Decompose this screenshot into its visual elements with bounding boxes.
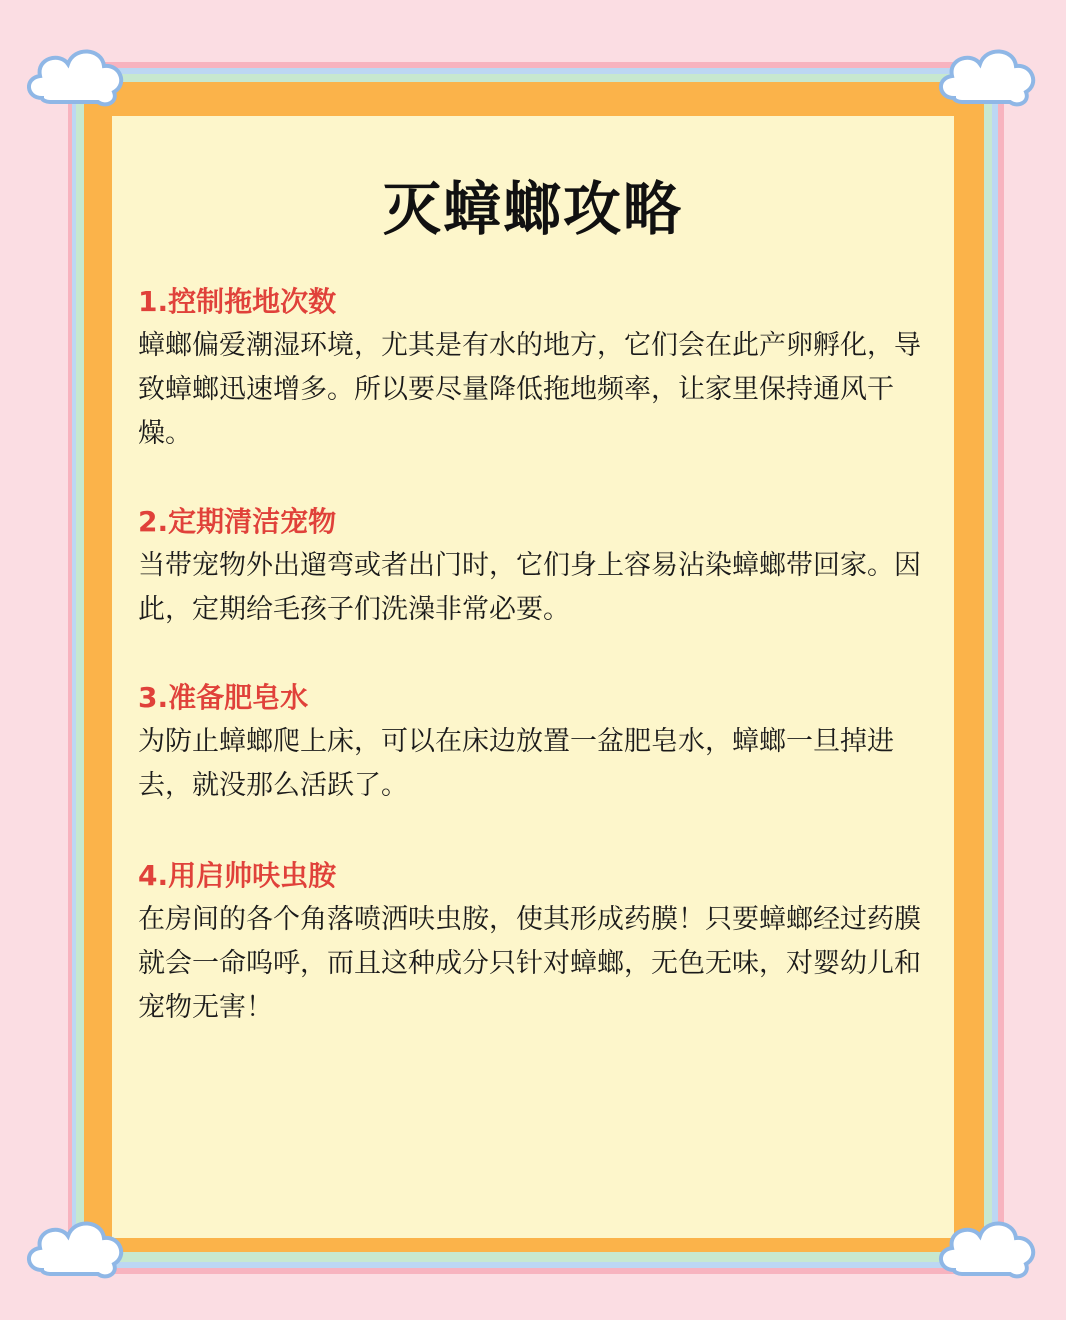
tip-section [138,502,928,632]
tip-body: 蟑螂偏爱潮湿环境，尤其是有水的地方，它们会在此产卵孵化，导致蟑螂迅速增多。所以要尽量降低拖地频率，让家里保持通风干燥。 [138,330,921,449]
tip-heading: 1.控制拖地次数 [138,285,337,318]
page-title: 灭蟑螂攻略 [382,175,683,243]
cloud-icon [22,36,132,116]
tip-body: 为防止蟑螂爬上床，可以在床边放置一盆肥皂水，蟑螂一旦掉进去，就没那么活跃了。 [138,726,894,801]
tip-heading: 4.用启帅呋虫胺 [138,859,337,892]
tip-section [138,856,928,1030]
tip-body: 在房间的各个角落喷洒呋虫胺，使其形成药膜！只要蟑螂经过药膜就会一命呜呼，而且这种成分只针对蟑螂，无色无味，对婴幼儿和宠物无害！ [138,904,921,1023]
tip-section [138,282,928,456]
cloud-icon [934,36,1044,116]
cloud-icon [22,1208,132,1288]
cloud-icon [934,1208,1044,1288]
tip-section [138,678,928,808]
tip-heading: 2.定期清洁宠物 [138,505,337,538]
tip-heading: 3.准备肥皂水 [138,681,309,714]
tip-body: 当带宠物外出遛弯或者出门时，它们身上容易沾染蟑螂带回家。因此，定期给毛孩子们洗澡非常必要。 [138,550,921,625]
